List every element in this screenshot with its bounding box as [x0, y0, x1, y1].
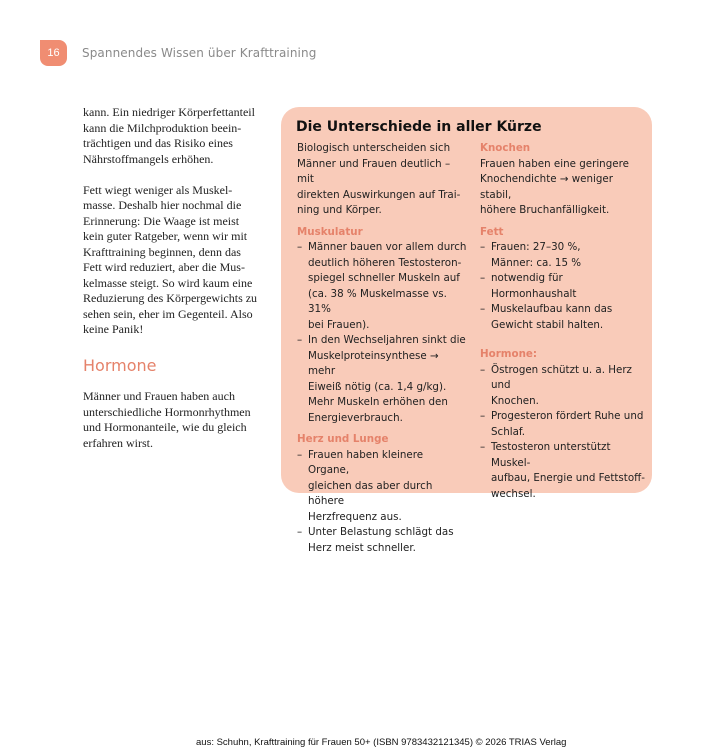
list-item: – Unter Belastung schlägt das Herz meist schneller. — [297, 525, 467, 556]
list-item: – Frauen: 27–30 %, Männer: ca. 15 % — [480, 240, 645, 271]
body-paragraph: Fett wiegt weniger als Muskel- masse. Deshalb hier nochmal die Erinnerung: Die Waage ist meist kein guter Ratgeber, wenn wir mit Krafttraining beginnen, denn das Fett wird reduziert, aber die Mus- kelmasse steigt. So wird kaum eine Reduzierung des Körpergewichts zu sehen sein, eher im Gegenteil. Also keine Panik! — [83, 182, 258, 336]
section-heading-hormone: Hormone — [83, 356, 157, 375]
body-paragraph: kann. Ein niedriger Körperfettanteil kann die Milchproduktion beein- trächtigen und das Risiko eines Nährstoffmangels erhöhen. — [83, 105, 255, 166]
list-item: – Frauen haben kleinere Organe, gleichen das aber durch höhere Herzfrequenz aus. — [297, 448, 467, 526]
subheading-herz-lunge: Herz und Lunge — [297, 433, 389, 445]
hormone-list — [480, 363, 645, 503]
list-item: – Muskelaufbau kann das Gewicht stabil halten. — [480, 302, 645, 333]
info-box-right-column — [480, 141, 645, 502]
left-text-column — [83, 105, 265, 338]
knochen-text: Frauen haben eine geringere Knochendichte → weniger stabil, höhere Bruchanfälligkeit. — [480, 157, 629, 216]
muskulatur-list — [297, 240, 467, 426]
fett-list — [480, 240, 645, 333]
info-box-left-column — [297, 141, 467, 556]
list-item: – notwendig für Hormonhaushalt — [480, 271, 645, 302]
footer-citation: aus: Schuhn, Krafttraining für Frauen 50+ (ISBN 9783432121345) © 2026 TRIAS Verlag — [196, 737, 567, 748]
info-box-intro: Biologisch unterscheiden sich Männer und Frauen deutlich – mit direkten Auswirkungen auf Trai- ning und Körper. — [297, 142, 461, 216]
list-item: – Testosteron unterstützt Muskel- aufbau, Energie und Fettstoff- wechsel. — [480, 440, 645, 502]
page-number: 16 — [47, 47, 60, 59]
page-number-badge — [40, 40, 67, 66]
list-item: – Männer bauen vor allem durch deutlich höheren Testosteron- spiegel schneller Muskeln auf (ca. 38 % Muskelmasse vs. 31% bei Frauen). — [297, 240, 467, 333]
subheading-knochen: Knochen — [480, 142, 531, 154]
list-item: – In den Wechseljahren sinkt die Muskelproteinsynthese → mehr Eiweiß nötig (ca. 1,4 g/kg). Mehr Muskeln erhöhen den Energieverbrauch. — [297, 333, 467, 426]
body-paragraph: Männer und Frauen haben auch unterschiedliche Hormonrhythmen und Hormonanteile, wie du gleich erfahren wirst. — [83, 389, 251, 450]
info-box-title: Die Unterschiede in aller Kürze — [296, 119, 542, 135]
list-item: – Progesteron fördert Ruhe und Schlaf. — [480, 409, 645, 440]
running-head: Spannendes Wissen über Krafttraining — [82, 46, 317, 60]
subheading-hormone: Hormone: — [480, 348, 538, 360]
herz-list — [297, 448, 467, 557]
subheading-muskulatur: Muskulatur — [297, 225, 363, 238]
list-item: – Östrogen schützt u. a. Herz und Knochen. — [480, 363, 645, 410]
subheading-fett: Fett — [480, 225, 504, 238]
